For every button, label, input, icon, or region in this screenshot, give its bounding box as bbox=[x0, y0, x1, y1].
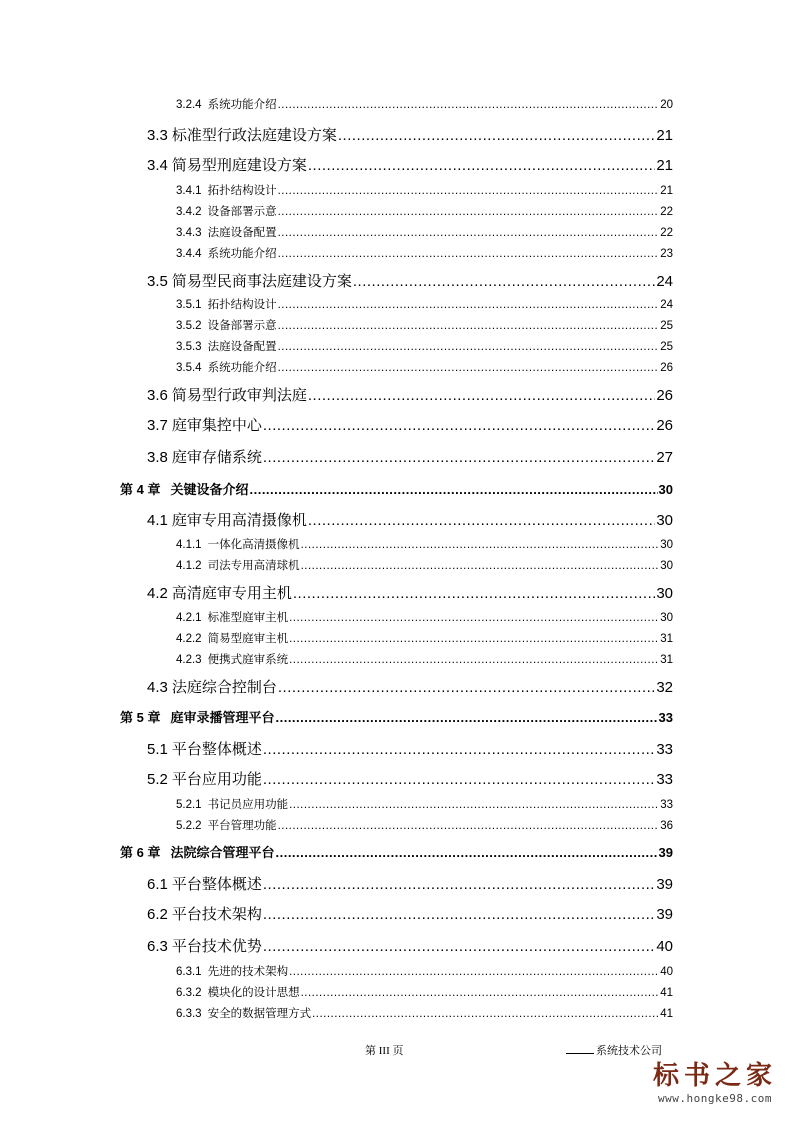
toc-entry-title: 法庭设备配置 bbox=[207, 341, 277, 353]
toc-entry-page: 26 bbox=[660, 362, 673, 374]
toc-entry-number: 3.5.3 bbox=[176, 341, 202, 353]
toc-entry-page: 30 bbox=[660, 560, 673, 572]
toc-entry-title: 安全的数据管理方式 bbox=[207, 1008, 312, 1020]
toc-dot-leader bbox=[278, 248, 660, 260]
toc-dot-leader bbox=[312, 1008, 659, 1020]
toc-entry-label bbox=[176, 630, 288, 646]
toc-entry-page: 26 bbox=[656, 417, 673, 434]
toc-dot-leader bbox=[301, 539, 660, 551]
toc-entry[interactable] bbox=[176, 630, 673, 646]
toc-entry[interactable] bbox=[176, 182, 673, 198]
toc-entry-page: 20 bbox=[660, 99, 673, 111]
toc-entry-number: 6.3.1 bbox=[176, 966, 202, 978]
toc-entry-label bbox=[147, 509, 307, 530]
toc-entry-title: 系统功能介绍 bbox=[207, 99, 277, 111]
toc-dot-leader bbox=[278, 99, 660, 111]
toc-entry-page: 33 bbox=[660, 799, 673, 811]
toc-entry-page: 30 bbox=[660, 539, 673, 551]
toc-entry[interactable] bbox=[176, 557, 673, 573]
toc-entry-page: 27 bbox=[656, 449, 673, 466]
toc-entry-page: 36 bbox=[660, 820, 673, 832]
toc-entry-label bbox=[176, 96, 277, 112]
toc-entry-label bbox=[147, 676, 277, 697]
toc-entry-page: 24 bbox=[660, 299, 673, 311]
toc-entry-page: 39 bbox=[656, 876, 673, 893]
toc-entry-page: 25 bbox=[660, 341, 673, 353]
toc-entry-page: 40 bbox=[660, 966, 673, 978]
toc-entry-label bbox=[147, 446, 262, 467]
toc-entry-title: 法庭设备配置 bbox=[207, 227, 277, 239]
toc-entry-label bbox=[176, 963, 288, 979]
toc-entry-label bbox=[120, 842, 274, 861]
toc-dot-leader bbox=[301, 560, 660, 572]
toc-dot-leader bbox=[263, 938, 655, 955]
toc-entry[interactable] bbox=[120, 479, 673, 497]
toc-entry-label bbox=[147, 270, 352, 291]
toc-entry-number: 3.3 bbox=[147, 127, 168, 144]
toc-dot-leader bbox=[338, 127, 655, 144]
toc-entry-page: 23 bbox=[660, 248, 673, 260]
toc-entry[interactable] bbox=[176, 338, 673, 354]
toc-entry-label bbox=[120, 707, 274, 726]
toc-entry-number: 3.6 bbox=[147, 387, 168, 404]
toc-entry-number: 3.8 bbox=[147, 449, 168, 466]
toc-entry-number: 4.1.1 bbox=[176, 539, 202, 551]
footer-page-number: 第 III 页 bbox=[365, 1045, 404, 1057]
toc-entry-page: 22 bbox=[660, 206, 673, 218]
toc-dot-leader bbox=[308, 157, 655, 174]
toc-entry-number: 3.5 bbox=[147, 273, 168, 290]
toc-entry[interactable] bbox=[147, 154, 673, 174]
toc-dot-leader bbox=[308, 387, 655, 404]
toc-entry-title: 便携式庭审系统 bbox=[207, 654, 289, 666]
toc-dot-leader bbox=[278, 362, 660, 374]
toc-entry-number: 3.4.4 bbox=[176, 248, 202, 260]
toc-entry-label bbox=[147, 768, 262, 789]
toc-entry[interactable] bbox=[176, 296, 673, 312]
toc-dot-leader bbox=[353, 273, 655, 290]
toc-entry-label bbox=[147, 414, 262, 435]
toc-entry[interactable] bbox=[120, 707, 673, 725]
toc-dot-leader bbox=[301, 987, 660, 999]
toc-entry-page: 39 bbox=[658, 845, 673, 860]
toc-dot-leader bbox=[263, 449, 655, 466]
toc-dot-leader bbox=[278, 679, 655, 696]
toc-entry[interactable] bbox=[176, 984, 673, 1000]
toc-dot-leader bbox=[278, 206, 660, 218]
toc-entry-page: 40 bbox=[656, 938, 673, 955]
toc-entry-number: 3.4.2 bbox=[176, 206, 202, 218]
toc-entry[interactable] bbox=[147, 446, 673, 466]
toc-entry[interactable] bbox=[147, 124, 673, 144]
toc-entry-title: 庭审专用高清摄像机 bbox=[171, 512, 307, 529]
toc-entry-title: 系统功能介绍 bbox=[207, 362, 277, 374]
toc-entry-page: 21 bbox=[656, 127, 673, 144]
toc-dot-leader bbox=[263, 906, 655, 923]
toc-entry-number: 4.1 bbox=[147, 512, 168, 529]
toc-entry-page: 32 bbox=[656, 679, 673, 696]
toc-entry[interactable] bbox=[147, 384, 673, 404]
toc-dot-leader bbox=[278, 820, 660, 832]
toc-entry-label bbox=[147, 738, 262, 759]
toc-entry[interactable] bbox=[176, 536, 673, 552]
watermark-url: www.hongke98.com bbox=[658, 1092, 772, 1105]
toc-entry-title: 司法专用高清球机 bbox=[207, 560, 300, 572]
toc-entry-label bbox=[147, 935, 262, 956]
toc-dot-leader bbox=[263, 417, 655, 434]
toc-entry[interactable] bbox=[147, 873, 673, 893]
toc-entry-title: 标准型行政法庭建设方案 bbox=[171, 127, 337, 144]
toc-dot-leader bbox=[278, 320, 660, 332]
toc-dot-leader bbox=[278, 227, 660, 239]
toc-entry-number: 6.3.2 bbox=[176, 987, 202, 999]
toc-entry-title: 高清庭审专用主机 bbox=[171, 585, 292, 602]
toc-entry-number: 6.3 bbox=[147, 938, 168, 955]
toc-entry-page: 30 bbox=[656, 512, 673, 529]
toc-entry-title: 平台管理功能 bbox=[207, 820, 277, 832]
toc-entry-title: 简易型民商事法庭建设方案 bbox=[171, 273, 352, 290]
toc-entry-title: 平台整体概述 bbox=[171, 876, 262, 893]
company-name-blank bbox=[566, 1043, 594, 1054]
toc-entry-page: 30 bbox=[658, 482, 673, 497]
toc-dot-leader bbox=[289, 612, 659, 624]
toc-dot-leader bbox=[263, 876, 655, 893]
footer-company bbox=[566, 1042, 662, 1058]
toc-entry-label bbox=[176, 359, 277, 375]
toc-entry-page: 30 bbox=[656, 585, 673, 602]
toc-entry-number: 6.2 bbox=[147, 906, 168, 923]
toc-entry-title: 平台技术优势 bbox=[171, 938, 262, 955]
toc-entry-number: 4.2.2 bbox=[176, 633, 202, 645]
toc-entry-title: 平台应用功能 bbox=[171, 771, 262, 788]
toc-dot-leader bbox=[263, 741, 655, 758]
toc-dot-leader bbox=[289, 633, 659, 645]
toc-entry-title: 庭审存储系统 bbox=[171, 449, 262, 466]
toc-entry[interactable] bbox=[176, 796, 673, 812]
toc-entry-label bbox=[176, 296, 277, 312]
toc-entry-title: 模块化的设计思想 bbox=[207, 987, 300, 999]
toc-entry-title: 平台整体概述 bbox=[171, 741, 262, 758]
toc-entry-number: 5.2.2 bbox=[176, 820, 202, 832]
toc-entry-title: 庭审录播管理平台 bbox=[170, 710, 275, 725]
toc-entry-number: 6.3.3 bbox=[176, 1008, 202, 1020]
toc-entry-page: 22 bbox=[660, 227, 673, 239]
toc-entry-title: 简易型庭审主机 bbox=[207, 633, 289, 645]
toc-entry-title: 法院综合管理平台 bbox=[170, 845, 275, 860]
toc-entry-page: 24 bbox=[656, 273, 673, 290]
toc-dot-leader bbox=[289, 966, 659, 978]
footer-company-name: 系统技术公司 bbox=[596, 1045, 662, 1057]
toc-entry[interactable] bbox=[176, 96, 673, 112]
toc-entry-number: 5.2 bbox=[147, 771, 168, 788]
toc-dot-leader bbox=[278, 299, 660, 311]
toc-entry-label bbox=[147, 903, 262, 924]
toc-entry-page: 31 bbox=[660, 633, 673, 645]
toc-entry-title: 设备部署示意 bbox=[207, 320, 277, 332]
toc-entry[interactable] bbox=[176, 203, 673, 219]
toc-entry[interactable] bbox=[147, 738, 673, 758]
toc-entry-number: 3.4 bbox=[147, 157, 168, 174]
toc-entry-title: 简易型刑庭建设方案 bbox=[171, 157, 307, 174]
toc-entry-number: 3.5.1 bbox=[176, 299, 202, 311]
toc-entry-number: 第 4 章 bbox=[120, 482, 161, 497]
toc-entry-page: 25 bbox=[660, 320, 673, 332]
toc-entry-label bbox=[147, 873, 262, 894]
toc-entry-number: 3.4.3 bbox=[176, 227, 202, 239]
toc-entry-number: 4.2.3 bbox=[176, 654, 202, 666]
toc-dot-leader bbox=[249, 482, 657, 497]
toc-entry[interactable] bbox=[176, 651, 673, 667]
toc-dot-leader bbox=[275, 710, 657, 725]
toc-entry-title: 关键设备介绍 bbox=[170, 482, 249, 497]
toc-entry-number: 3.5.4 bbox=[176, 362, 202, 374]
toc-entry-number: 第 5 章 bbox=[120, 710, 161, 725]
toc-entry-title: 简易型行政审判法庭 bbox=[171, 387, 307, 404]
toc-entry-number: 4.3 bbox=[147, 679, 168, 696]
toc-entry-number: 5.1 bbox=[147, 741, 168, 758]
toc-entry[interactable] bbox=[147, 509, 673, 529]
toc-entry[interactable] bbox=[176, 224, 673, 240]
toc-entry-page: 41 bbox=[660, 987, 673, 999]
toc-entry-label bbox=[147, 124, 337, 145]
toc-entry-page: 31 bbox=[660, 654, 673, 666]
toc-entry-label bbox=[176, 536, 300, 552]
toc-dot-leader bbox=[263, 771, 655, 788]
toc-entry-page: 21 bbox=[656, 157, 673, 174]
toc-entry-label bbox=[176, 557, 300, 573]
toc-entry[interactable] bbox=[147, 414, 673, 434]
toc-entry-page: 30 bbox=[660, 612, 673, 624]
toc-dot-leader bbox=[278, 185, 660, 197]
toc-entry-number: 3.7 bbox=[147, 417, 168, 434]
toc-entry-title: 庭审集控中心 bbox=[171, 417, 262, 434]
toc-entry-title: 书记员应用功能 bbox=[207, 799, 289, 811]
toc-entry-label bbox=[176, 245, 277, 261]
toc-dot-leader bbox=[275, 845, 657, 860]
toc-entry[interactable] bbox=[176, 359, 673, 375]
toc-entry-number: 3.2.4 bbox=[176, 99, 202, 111]
toc-entry-page: 41 bbox=[660, 1008, 673, 1020]
toc-dot-leader bbox=[289, 799, 659, 811]
toc-entry-label bbox=[176, 317, 277, 333]
toc-entry-label bbox=[176, 817, 277, 833]
toc-entry[interactable] bbox=[147, 903, 673, 923]
toc-entry-label bbox=[176, 224, 277, 240]
toc-entry-page: 33 bbox=[658, 710, 673, 725]
toc-entry-number: 第 6 章 bbox=[120, 845, 161, 860]
toc-dot-leader bbox=[289, 654, 659, 666]
toc-entry-title: 拓扑结构设计 bbox=[207, 185, 277, 197]
toc-entry[interactable] bbox=[176, 609, 673, 625]
toc-entry[interactable] bbox=[176, 963, 673, 979]
toc-entry[interactable] bbox=[147, 935, 673, 955]
toc-entry-number: 3.5.2 bbox=[176, 320, 202, 332]
toc-entry-number: 5.2.1 bbox=[176, 799, 202, 811]
watermark-logo bbox=[640, 1060, 790, 1106]
toc-entry-label bbox=[176, 651, 288, 667]
toc-entry-title: 设备部署示意 bbox=[207, 206, 277, 218]
toc-entry-title: 先进的技术架构 bbox=[207, 966, 289, 978]
toc-entry[interactable] bbox=[147, 676, 673, 696]
toc-entry-label bbox=[176, 203, 277, 219]
toc-entry-label bbox=[176, 796, 288, 812]
toc-dot-leader bbox=[278, 341, 660, 353]
toc-entry-label bbox=[176, 984, 300, 1000]
toc-entry-page: 26 bbox=[656, 387, 673, 404]
toc-entry-page: 21 bbox=[660, 185, 673, 197]
toc-entry-title: 标准型庭审主机 bbox=[207, 612, 289, 624]
toc-entry-page: 33 bbox=[656, 771, 673, 788]
toc-entry-number: 4.2.1 bbox=[176, 612, 202, 624]
toc-entry-label bbox=[147, 384, 307, 405]
toc-entry-page: 39 bbox=[656, 906, 673, 923]
toc-entry[interactable] bbox=[147, 582, 673, 602]
toc-entry-title: 一体化高清摄像机 bbox=[207, 539, 300, 551]
toc-entry-number: 3.4.1 bbox=[176, 185, 202, 197]
toc-entry[interactable] bbox=[147, 270, 673, 290]
toc-entry-label bbox=[147, 154, 307, 175]
toc-entry-title: 平台技术架构 bbox=[171, 906, 262, 923]
watermark-title: 标书之家 bbox=[652, 1061, 777, 1091]
toc-entry-title: 拓扑结构设计 bbox=[207, 299, 277, 311]
toc-dot-leader bbox=[293, 585, 655, 602]
toc-entry-label bbox=[147, 582, 292, 603]
toc-entry-label bbox=[120, 479, 248, 498]
toc-entry-label bbox=[176, 182, 277, 198]
toc-entry[interactable] bbox=[176, 317, 673, 333]
toc-entry-page: 33 bbox=[656, 741, 673, 758]
toc-entry-title: 法庭综合控制台 bbox=[171, 679, 277, 696]
toc-dot-leader bbox=[308, 512, 655, 529]
toc-entry[interactable] bbox=[176, 817, 673, 833]
toc-entry-number: 6.1 bbox=[147, 876, 168, 893]
toc-entry[interactable] bbox=[176, 245, 673, 261]
toc-entry-label bbox=[176, 338, 277, 354]
toc-entry-number: 4.2 bbox=[147, 585, 168, 602]
toc-entry-title: 系统功能介绍 bbox=[207, 248, 277, 260]
toc-entry[interactable] bbox=[120, 842, 673, 860]
toc-entry[interactable] bbox=[147, 768, 673, 788]
toc-entry[interactable] bbox=[176, 1005, 673, 1021]
toc-entry-number: 4.1.2 bbox=[176, 560, 202, 572]
toc-entry-label bbox=[176, 1005, 311, 1021]
toc-entry-label bbox=[176, 609, 288, 625]
